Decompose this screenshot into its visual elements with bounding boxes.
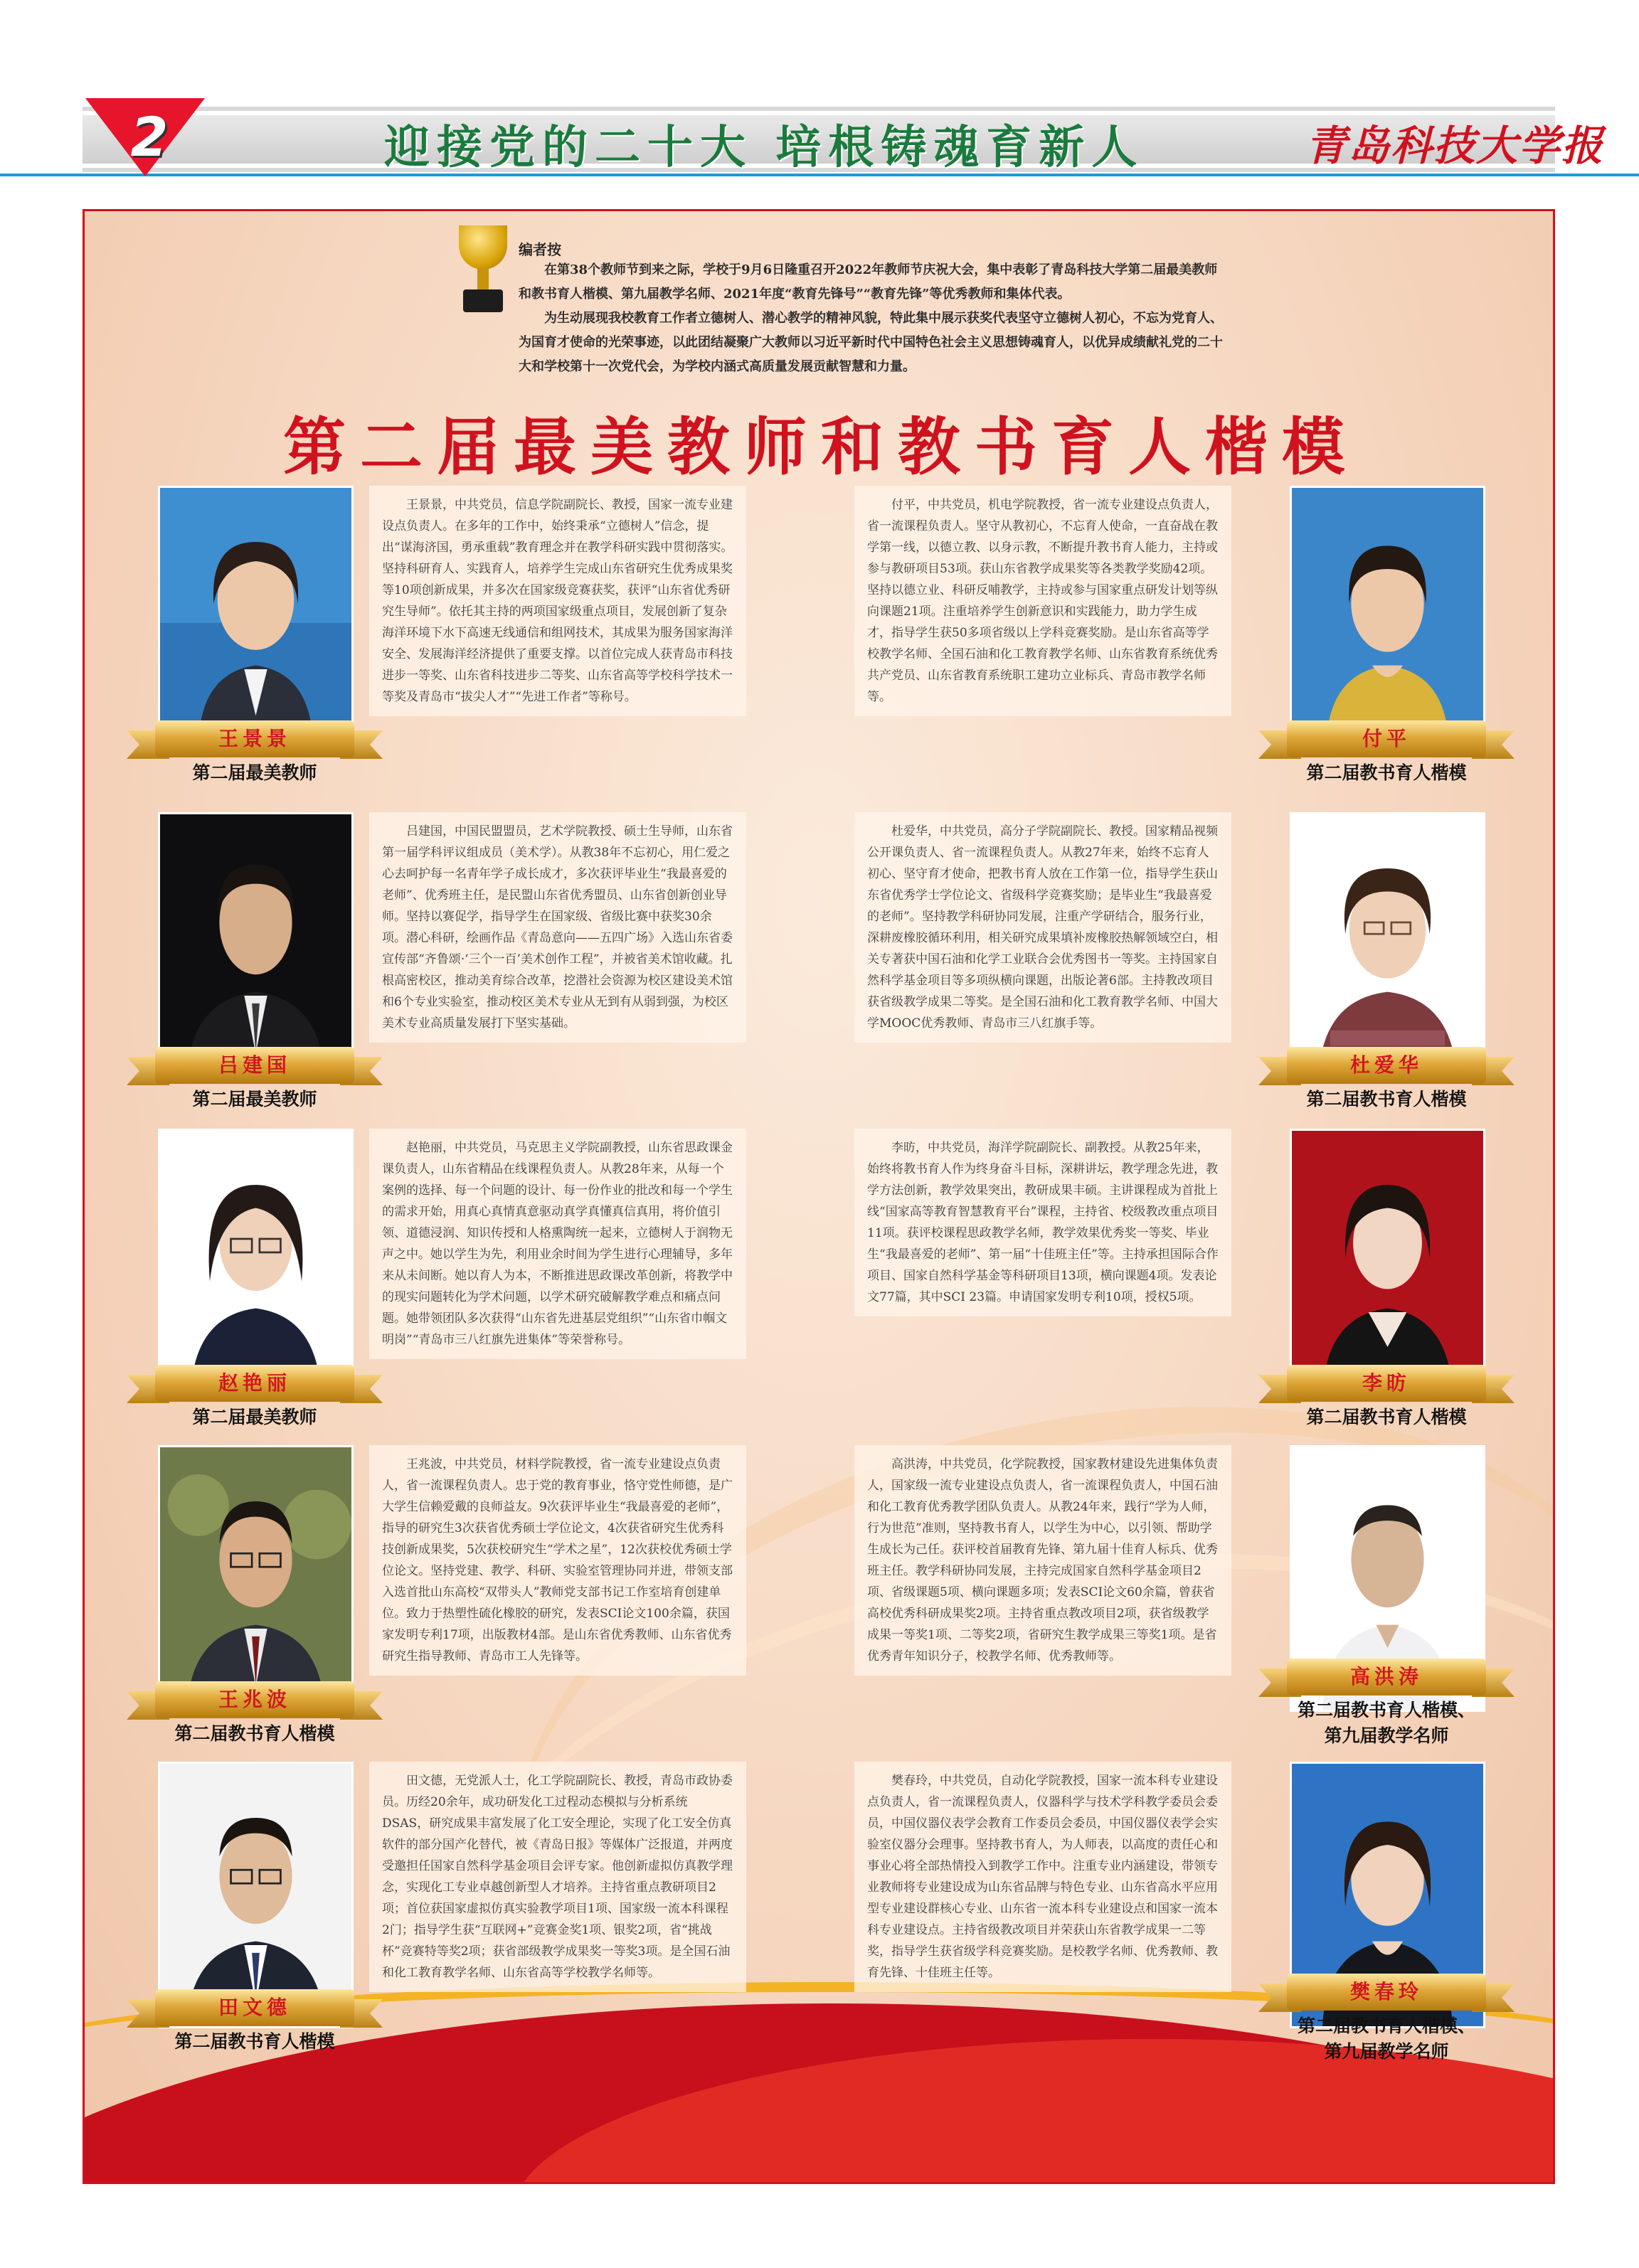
teacher-photo — [158, 812, 354, 1079]
teacher-honor: 第二届教书育人楷模 — [1306, 1407, 1467, 1427]
teacher-photo — [158, 1762, 354, 2028]
name-ribbon — [127, 720, 383, 765]
teacher-bio: 田文德，无党派人士，化工学院副院长、教授，青岛市政协委员。历经20余年，成功研发化工过程动态模拟与分析系统DSAS，研究成果丰富发展了化工安全理论，实现了化工安全仿真软件的部分国产化替代，被《青岛日报》等媒体广泛报道，并两度受邀担任国家自然科学基金项目会评专家。他创新虚拟仿真教学理念，实现化工专业卓越创新型人才培养。主持省重点教研项目2项；首位获国家虚拟仿真实验教学项目1项、国家级一流本科课程2门；指导学生获“互联网+”竞赛金奖1项、银奖2项，省“挑战杯”竞赛特等奖2项；获省部级教学成果奖一等奖3项。是全国石油和化工教育教学名师、山东省高等学校教学名师等。 — [369, 1762, 746, 1992]
feature-title: 第二届最美教师和教书育人楷模 — [282, 410, 1359, 484]
teacher-name: 王兆波 — [155, 1681, 354, 1718]
teacher-photo — [158, 1129, 354, 1395]
name-ribbon — [127, 1047, 383, 1091]
feature-panel — [83, 209, 1555, 2184]
name-ribbon — [1258, 720, 1515, 765]
teacher-name: 付平 — [1287, 720, 1486, 757]
teacher-bio: 高洪涛，中共党员，化学院教授，国家教材建设先进集体负责人，国家级一流专业建设点负责人，省一流课程负责人，中国石油和化工教育优秀教学团队负责人。从教24年来，践行“学为人师，行为世范”准则，坚持教书育人，以学生为中心，以引领、帮助学生成长为己任。获评校首届教育先锋、第九届十佳育人标兵、优秀班主任。教学科研协同发展，主持完成国家自然科学基金项目2项、省级课题5项、横向课题多项；发表SCI论文60余篇，曾获省高校优秀科研成果奖2项。主持省重点教改项目2项，获省级教学成果一等奖1项、二等奖2项，省研究生教学成果三等奖1项。是省优秀青年知识分子，校教学名师、优秀教师等。 — [854, 1445, 1231, 1676]
teacher-bio: 杜爱华，中共党员，高分子学院副院长、教授。国家精品视频公开课负责人、省一流课程负责人。从教27年来，始终不忘育人初心、坚守育才使命，把教书育人放在工作第一位，指导学生获山东省优秀学士学位论文、省级科学竞赛奖励；是毕业生“我最喜爱的老师”。坚持教学科研协同发展，注重产学研结合，服务行业，深耕废橡胶循环利用，相关研究成果填补废橡胶热解领域空白，相关专著获中国石油和化学工业联合会优秀图书一等奖。主持国家自然科学基金项目等多项纵横向课题，出版论著6部。主持教改项目获省级教学成果二等奖。是全国石油和化工教育教学名师、中国大学MOOC优秀教师、青岛市三八红旗手等。 — [854, 812, 1231, 1043]
teacher-honor: 第二届教书育人楷模 — [1306, 762, 1467, 783]
editor-note-paragraph: 为生动展现我校教育工作者立德树人、潜心教学的精神风貌，特此集中展示获奖代表坚守立德树人初心，不忘为党育人、为国育才使命的光荣事迹，以此团结凝聚广大教师以习近平新时代中国特色社会主义思想铸魂育人，以优异成绩献礼党的二十大和学校第十一次党代会，为学校内涵式高质量发展贡献智慧和力量。 — [519, 311, 1223, 374]
teacher-honor: 第二届教书育人楷模 — [174, 1723, 335, 1744]
teacher-name: 王景景 — [155, 720, 354, 757]
teacher-honor: 第二届教书育人楷模、 第九届教学名师 — [1297, 1700, 1475, 1746]
teacher-bio: 李昉，中共党员，海洋学院副院长、副教授。从教25年来，始终将教书育人作为终身奋斗目标，深耕讲坛，教学理念先进，教学方法创新，教学效果突出，教研成果丰硕。主讲课程成为首批上线“国家高等教育智慧教育平台”课程，主持省、校级教改重点项目11项。获评校课程思政教学名师，教学效果优秀奖一等奖、毕业生“我最喜爱的老师”、第一届“十佳班主任”等。主持承担国际合作项目、国家自然科学基金等科研项目13项，横向课题4项。发表论文77篇，其中SCI 23篇。申请国家发明专利10项，授权5项。 — [854, 1129, 1231, 1316]
teacher-honor: 第二届教书育人楷模 — [174, 2031, 335, 2052]
teacher-bio: 付平，中共党员，机电学院教授，省一流专业建设点负责人，省一流课程负责人。坚守从教初心，不忘育人使命，一直奋战在教学第一线，以德立教、以身示教，不断提升教书育人能力，主持或参与教研项目53项。获山东省教学成果奖等各类教学奖励42项。坚持以德立业、科研反哺教学，主持或参与国家重点研发计划等纵向课题21项。注重培养学生创新意识和实践能力，助力学生成才，指导学生获50多项省级以上学科竞赛奖励。是山东省高等学校教学名师、全国石油和化工教育教学名师、山东省教育系统优秀共产党员、山东省教育系统职工建功立业标兵、青岛市教学名师等。 — [854, 486, 1231, 716]
page-number: 2 — [130, 105, 169, 169]
name-ribbon — [1258, 1047, 1515, 1091]
teacher-bio: 王景景，中共党员，信息学院副院长、教授，国家一流专业建设点负责人。在多年的工作中，始终秉承“立德树人”信念，提出“谋海济国，勇承重载”教育理念并在教学科研实践中贯彻落实。坚持科研育人、实践育人，培养学生完成山东省研究生优秀成果奖等10项创新成果，并多次在国家级竞赛获奖，获评“山东省优秀研究生导师”。依托其主持的两项国家级重点项目，发展创新了复杂海洋环境下水下高速无线通信和组网技术，其成果为服务国家海洋安全、发展海洋经济提供了重要支撑。以首位完成人获青岛市科技进步一等奖、山东省科技进步二等奖、山东省高等学校科学技术一等奖及青岛市“拔尖人才”“先进工作者”等称号。 — [369, 486, 746, 716]
teacher-photo — [158, 486, 354, 752]
teacher-bio: 赵艳丽，中共党员，马克思主义学院副教授，山东省思政课金课负责人，山东省精品在线课程负责人。从教28年来，从每一个案例的选择、每一个问题的设计、每一份作业的批改和每一个学生的需求开始，用真心真情真意驱动真学真懂真信真用，将价值引领、道德浸润、知识传授和人格熏陶统一起来，立德树人于润物无声之中。她以学生为先，利用业余时间为学生进行心理辅导，多年来从未间断。她以育人为本，不断推进思政课改革创新，将教学中的现实问题转化为学术问题，以学术研究破解教学难点和痛点问题。她带领团队多次获得“山东省先进基层党组织”“山东省巾帼文明岗”“青岛市三八红旗先进集体”等荣誉称号。 — [369, 1129, 746, 1359]
teacher-honor: 第二届最美教师 — [192, 1407, 317, 1427]
newspaper-masthead: 青岛科技大学报 — [1305, 122, 1605, 170]
teacher-photo — [1290, 812, 1485, 1079]
teacher-honor: 第二届教书育人楷模 — [1306, 1089, 1467, 1109]
teacher-name: 田文德 — [155, 1989, 354, 2026]
teacher-name: 李昉 — [1287, 1365, 1486, 1402]
editor-note-label: 编者按 — [519, 241, 561, 258]
teacher-name: 赵艳丽 — [155, 1365, 354, 1402]
teacher-photo — [158, 1445, 354, 1712]
name-ribbon — [1258, 1659, 1515, 1703]
teacher-honor: 第二届最美教师 — [192, 1089, 317, 1109]
trophy-icon — [447, 225, 519, 318]
teacher-name: 杜爱华 — [1287, 1047, 1486, 1084]
teacher-honor: 第二届教书育人楷模、 第九届教学名师 — [1297, 2016, 1475, 2062]
name-ribbon — [1258, 1974, 1515, 2018]
teacher-bio: 王兆波，中共党员，材料学院教授，省一流专业建设点负责人，省一流课程负责人。忠于党的教育事业，恪守党性师德，是广大学生信赖爱戴的良师益友。9次获评毕业生“我最喜爱的老师”，指导的研究生3次获省优秀硕士学位论文，4次获省研究生优秀科技创新成果奖，5次获校研究生“学术之星”，12次获校优秀硕士学位论文。坚持党建、教学、科研、实验室管理协同并进，带领支部入选首批山东高校“双带头人”教师党支部书记工作室培育创建单位。致力于热塑性硫化橡胶的研究，发表SCI论文100余篇，获国家发明专利17项，出版教材4部。是山东省优秀教师、山东省优秀研究生指导教师、青岛市工人先锋等。 — [369, 1445, 746, 1676]
teacher-name: 高洪涛 — [1287, 1659, 1486, 1695]
name-ribbon — [127, 1989, 383, 2033]
editor-note-paragraph: 在第38个教师节到来之际，学校于9月6日隆重召开2022年教师节庆祝大会，集中表彰了青岛科技大学第二届最美教师和教书育人楷模、第九届教学名师、2021年度“教育先锋号”“教育先锋”等优秀教师和集体代表。 — [519, 262, 1218, 302]
teacher-photo — [1290, 1129, 1485, 1395]
name-ribbon — [127, 1681, 383, 1725]
teacher-bio: 樊春玲，中共党员，自动化学院教授，国家一流本科专业建设点负责人，省一流课程负责人，仪器科学与技术学科教学委员会委员，中国仪器仪表学会教育工作委员会委员，中国仪器仪表学会实验室仪器分会理事。坚持教书育人，为人师表，以高度的责任心和事业心将全部热情投入到教学工作中。注重专业内涵建设，带领专业教师将专业建设成为山东省品牌与特色专业、山东省高水平应用型专业建设群核心专业、山东省一流本科专业建设点和国家一流本科专业建设点。主持省级教改项目并荣获山东省教学成果一二等奖，指导学生获省级学科竞赛奖励。是校教学名师、优秀教师、教育先锋、十佳班主任等。 — [854, 1762, 1231, 1992]
name-ribbon — [1258, 1365, 1515, 1409]
teacher-name: 吕建国 — [155, 1047, 354, 1084]
teacher-photo — [1290, 486, 1485, 752]
teacher-bio: 吕建国，中国民盟盟员，艺术学院教授、硕士生导师，山东省第一届学科评议组成员（美术学）。从教38年不忘初心，用仁爱之心去呵护每一名青年学子成长成才，多次获评毕业生“我最喜爱的老师”、优秀班主任，是民盟山东省优秀盟员、山东省创新创业导师。坚持以赛促学，指导学生在国家级、省级比赛中获奖30余项。潜心科研，绘画作品《青岛意向——五四广场》入选山东省委宣传部“齐鲁颂·‘三个一百’美术创作工程”，并被省美术馆收藏。扎根高密校区，推动美育综合改革，挖潜社会资源为校区建设美术馆和6个专业实验室，推动校区美术专业从无到有从弱到强，为校区美术专业高质量发展打下坚实基础。 — [369, 812, 746, 1043]
header-slogan: 迎接党的二十大 培根铸魂育新人 — [384, 122, 1145, 174]
teacher-name: 樊春玲 — [1287, 1974, 1486, 2011]
editor-note — [519, 258, 1230, 379]
name-ribbon — [127, 1365, 383, 1409]
teacher-honor: 第二届最美教师 — [192, 762, 317, 783]
